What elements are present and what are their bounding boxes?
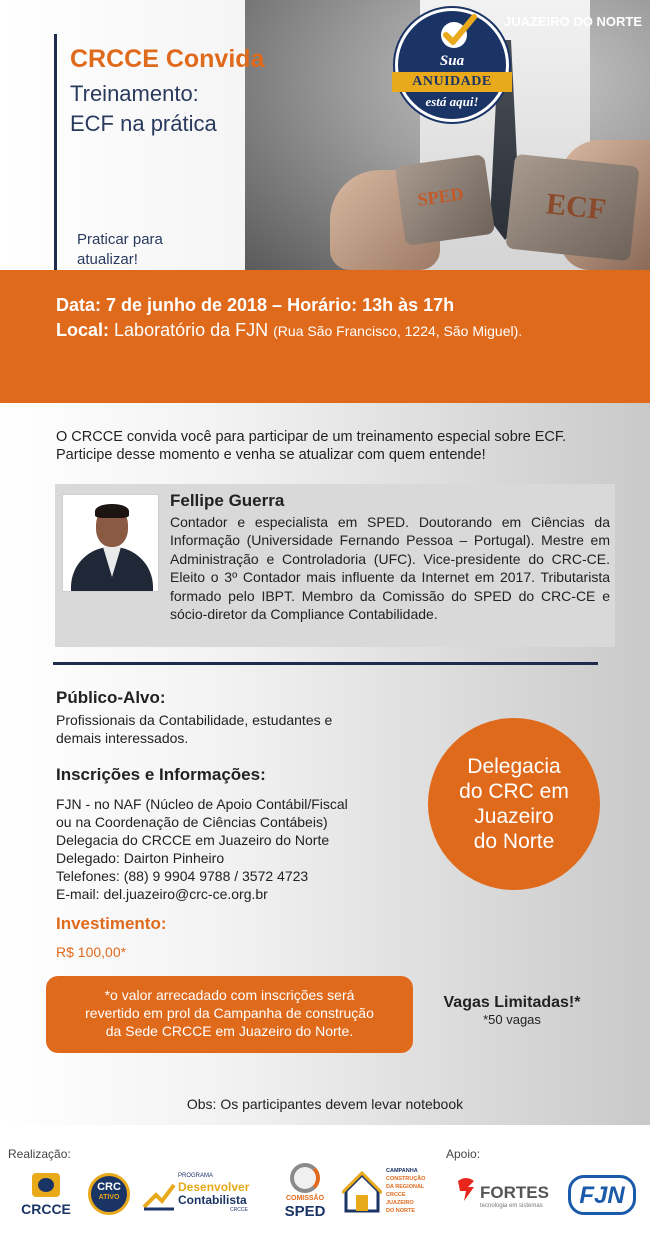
comissao-text: COMISSÃO [285,1195,325,1202]
fortes-text: FORTES [480,1183,549,1202]
campanha-text [386,1167,434,1215]
desenvolver-contabilista-logo[interactable] [142,1173,254,1217]
vagas-info [412,994,612,1027]
crcce-logo-mark [32,1173,60,1197]
investment-value: R$ 100,00* [56,944,127,960]
registration-heading: Inscrições e Informações: [56,765,266,784]
crcce-logo-text: CRCCE [21,1201,71,1217]
intro-text [56,428,616,464]
location-address: (Rua São Francisco, 1224, São Miguel). [273,323,523,339]
campanha-line-5: DO NORTE [386,1208,416,1214]
registration-line-1: FJN - no NAF (Núcleo de Apoio Contábil/Fiscal [56,796,348,812]
location-label: Local: [56,320,110,340]
subtitle-line-1: Treinamento: [70,81,199,106]
event-date: Data: 7 de junho de 2018 – Horário: 13h às 17h [56,295,455,315]
event-info-band [0,270,650,403]
hero-banner [0,0,650,270]
speaker-name: Fellipe Guerra [170,491,285,510]
event-location [56,320,522,341]
house-icon [342,1171,382,1215]
tagline-line-1: Praticar para [77,231,163,248]
vagas-subtitle: *50 vagas [483,1012,541,1027]
city-tag: JUAZEIRO DO NORTE [504,14,642,29]
crcce-small-text: CRCCE [230,1207,248,1213]
campanha-logo[interactable] [342,1167,434,1229]
desenvolver-text: Desenvolver [178,1180,250,1194]
location-value: Laboratório da FJN [114,320,269,340]
registration-email[interactable]: E-mail: del.juazeiro@crc-ce.org.br [56,886,268,902]
crc-ativo-line-2: ATIVO [98,1194,120,1201]
sped-swirl-icon [290,1163,320,1193]
notice-line-3: da Sede CRCCE em Juazeiro do Norte. [105,1023,354,1039]
campanha-line-2: CONSTRUÇÃO [386,1176,426,1182]
fortes-subtext: tecnologia em sistemas [480,1203,543,1209]
audience-line-2: demais interessados. [56,730,189,746]
vagas-title: Vagas Limitadas!* [443,994,581,1011]
contabilista-text: Contabilista [178,1193,247,1207]
page-title: CRCCE Convida [70,45,265,73]
checkmark-icon [438,13,478,51]
registration-line-2: ou na Coordenação de Ciências Contábeis) [56,814,328,830]
apoio-label: Apoio: [446,1147,481,1161]
crcce-logo[interactable] [18,1173,74,1223]
fortes-mark-icon [454,1177,478,1203]
tagline-line-2: atualizar! [77,251,138,268]
fjn-logo[interactable] [568,1175,636,1215]
notice-line-2: revertido em prol da Campanha de construção [85,1005,374,1021]
notice-line-1: *o valor arrecadado com inscrições será [104,987,355,1003]
intro-line-2: Participe desse momento e venha se atualizar com quem entende! [56,447,486,463]
puzzle-label-sped: SPED [416,183,465,210]
delegacia-line-2: do CRC em [459,780,569,803]
puzzle-piece-ecf [505,154,639,262]
crcce-logo-globe [38,1178,54,1192]
registration-phone: Telefones: (88) 9 9904 9788 / 3572 4723 [56,868,309,884]
hero-tagline [77,230,163,270]
footer-logos [0,1125,650,1243]
registration-line-3: Delegacia do CRCCE em Juazeiro do Norte [56,832,330,848]
section-divider [53,662,598,665]
speaker-card [55,484,615,647]
audience-line-1: Profissionais da Contabilidade, estudantes e [56,712,333,728]
badge-line-1: Sua [439,53,465,69]
delegacia-line-4: do Norte [473,830,555,853]
audience-heading: Público-Alvo: [56,688,166,707]
subtitle-line-2: ECF na prática [70,111,217,136]
hero-accent-line [54,34,57,270]
investment-heading: Investimento: [56,914,167,933]
campanha-line-1: CAMPANHA [386,1168,418,1174]
fjn-text: FJN [579,1182,625,1209]
arrow-up-icon [142,1181,176,1211]
comissao-sped-logo[interactable] [282,1161,328,1231]
campanha-line-4: CRCCE JUAZEIRO [386,1192,414,1206]
badge-ribbon: ANUIDADE [392,72,512,92]
delegacia-circle [428,718,600,890]
badge-line-3: está aqui! [425,94,479,109]
registration-line-4: Delegado: Dairton Pinheiro [56,850,225,866]
sped-text: SPED [284,1203,326,1220]
page-subtitle [70,79,217,139]
campanha-line-3: DA REGIONAL [386,1184,425,1190]
obs-note: Obs: Os participantes devem levar notebook [186,1096,464,1112]
programa-text: PROGRAMA [178,1173,214,1179]
delegacia-line-3: Juazeiro [474,805,554,828]
puzzle-piece-sped [395,154,495,246]
crc-ativo-logo[interactable] [88,1173,130,1215]
intro-line-1: O CRCCE convida você para participar de um treinamento especial sobre ECF. [56,429,567,445]
speaker-bio: Contador e especialista em SPED. Doutorando em Ciências da Informação (Universidade Fernando Pessoa – Portugal). Mestre em Administração e Controladoria (UFC). Vice-presidente do CRC-CE. Eleito o 3º Contador mais influente da Internet em 2017. Tributarista formado pelo IBPT. Membro da Comissão do SPED do CRC-CE e sócio-diretor da Compliance Contabilidade. [170,514,610,623]
puzzle-label-ecf: ECF [544,187,608,227]
delegacia-line-1: Delegacia [467,755,561,778]
fortes-logo[interactable] [454,1177,554,1217]
anuidade-badge[interactable] [395,8,509,122]
notice-box [46,976,413,1053]
crc-ativo-line-1: CRC [97,1181,121,1193]
realizacao-label: Realização: [8,1147,71,1161]
